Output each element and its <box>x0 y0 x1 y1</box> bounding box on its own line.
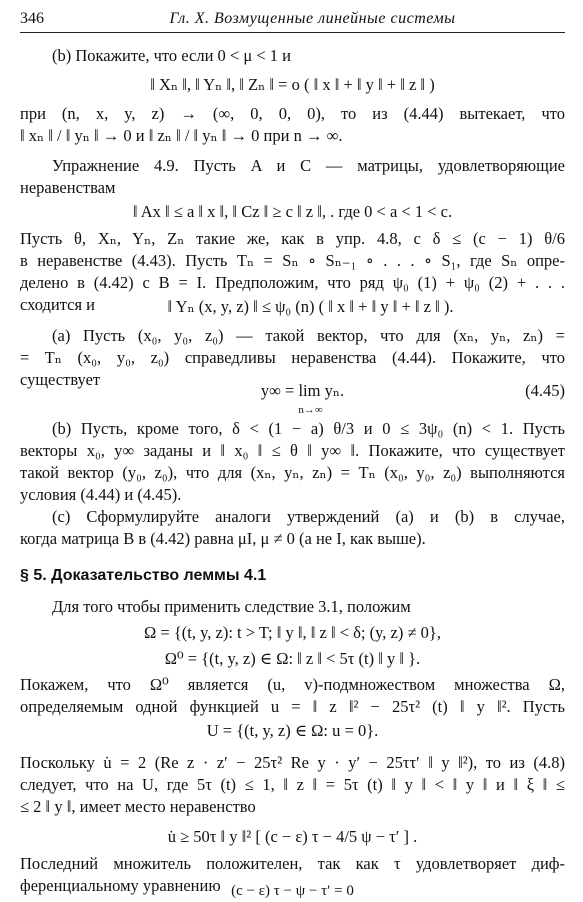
section-heading: § 5. Доказательство леммы 4.1 <box>20 567 267 584</box>
text-line: n→∞ <box>298 404 323 416</box>
text-line: следует, что на U, где 5τ (t) ≤ 1, ‖ z ‖ = 5τ (t) ‖ y ‖ < ‖ y ‖ и ‖ ξ ‖ ≤ <box>20 775 565 794</box>
text-line: существует <box>20 370 101 389</box>
text-line: Ω⁰ = {(t, y, z) ∈ Ω: ‖ z ‖ < 5τ (t) ‖ y ‖ }. <box>164 649 421 668</box>
text-line: сходится и <box>20 295 96 314</box>
text-line: определяемым одной функцией u = ‖ z ‖² − 25τ² (t) ‖ y ‖². Пусть <box>20 697 565 716</box>
text-line: u̇ ≥ 50τ ‖ y ‖² [ (c − ε) τ − 4/5 ψ − τ′ ] . <box>167 827 418 846</box>
text-line: векторы x₀, y∞ заданы и ‖ x₀ ‖ ≤ θ ‖ y∞ ‖. Покажите, что существует <box>20 441 565 460</box>
page-header <box>20 8 565 33</box>
text-line: ‖ xₙ ‖ / ‖ yₙ ‖ → 0 и ‖ zₙ ‖ / ‖ yₙ ‖ → 0 при n → ∞. <box>20 126 343 145</box>
text-line: y∞ = lim yₙ. <box>260 381 345 400</box>
text-line: ≤ 2 ‖ y ‖, имеет место неравенство <box>20 797 256 816</box>
text-line: Пусть θ, Xₙ, Yₙ, Zₙ такие же, как в упр. 4.8, с δ ≤ (c − 1) θ/6 <box>20 229 565 248</box>
text-line: Ω = {(t, y, z): t > T; ‖ y ‖, ‖ z ‖ < δ; (y, z) ≠ 0}, <box>144 623 441 642</box>
text-line: делено в (4.42) с B = I. Предположим, что ряд ψ₀ (1) + ψ₀ (2) + . . . <box>20 273 565 292</box>
text-line: Для того чтобы применить следствие 3.1, положим <box>52 597 411 616</box>
text-line: при (n, x, y, z) → (∞, 0, 0, 0), то из (4.44) вытекает, что <box>20 104 565 123</box>
text-line: Упражнение 4.9. Пусть A и C — матрицы, удовлетворяющие <box>52 156 565 175</box>
text-line: условия (4.44) и (4.45). <box>20 485 182 504</box>
text-line: (b) Пусть, кроме того, δ < (1 − a) θ/3 и 0 ≤ 3ψ₀ (n) < 1. Пусть <box>52 419 565 438</box>
text-line: ‖ Xₙ ‖, ‖ Yₙ ‖, ‖ Zₙ ‖ = o ( ‖ x ‖ + ‖ y ‖ + ‖ z ‖ ) <box>150 75 435 94</box>
differential-equation: (c − ε) τ − ψ − τ′ = 0 <box>231 883 354 899</box>
text-line: когда матрица B в (4.42) равна μI, μ ≠ 0 (а не I, как выше). <box>20 529 426 548</box>
text-line: Покажем, что Ω⁰ является (u, v)-подмножеством множества Ω, <box>20 675 565 694</box>
running-head: Гл. X. Возмущенные линейные системы <box>169 10 456 27</box>
text-line: (a) Пусть (x₀, y₀, z₀) — такой вектор, что для (xₙ, yₙ, zₙ) = <box>52 326 565 345</box>
text-line: такой вектор (y₀, z₀), что для (xₙ, yₙ, zₙ) = Tₙ (x₀, y₀, z₀) выполняются <box>20 463 565 482</box>
text-line: Последний множитель положителен, так как τ удовлетворяет диф- <box>20 854 565 873</box>
equation-number: (4.45) <box>525 381 565 400</box>
text-line: ‖ Yₙ (x, y, z) ‖ ≤ ψ₀ (n) ( ‖ x ‖ + ‖ y ‖ + ‖ z ‖ ). <box>167 297 454 316</box>
text-line: = Tₙ (x₀, y₀, z₀) справедливы неравенства (4.44). Покажите, что <box>20 348 565 367</box>
text-line: ‖ Ax ‖ ≤ a ‖ x ‖, ‖ Cz ‖ ≥ c ‖ z ‖, . где 0 < a < 1 < c. <box>132 202 453 221</box>
text-line: неравенствам <box>20 178 116 197</box>
text-line: в неравенстве (4.43). Пусть Tₙ = Sₙ ∘ Sₙ₋₁ ∘ . . . ∘ S₁, где Sₙ опре- <box>20 251 565 270</box>
text-line: ференциальному уравнению <box>20 876 221 895</box>
text-line: (c) Сформулируйте аналоги утверждений (a) и (b) в случае, <box>52 507 565 526</box>
text-line: U = {(t, y, z) ∈ Ω: u = 0}. <box>206 721 379 740</box>
text-line: (b) Покажите, что если 0 < μ < 1 и <box>52 46 291 65</box>
text-line: Поскольку u̇ = 2 (Re z · z′ − 25τ² Re y · y′ − 25ττ′ ‖ y ‖²), то из (4.8) <box>20 753 565 772</box>
page-number: 346 <box>20 10 44 27</box>
